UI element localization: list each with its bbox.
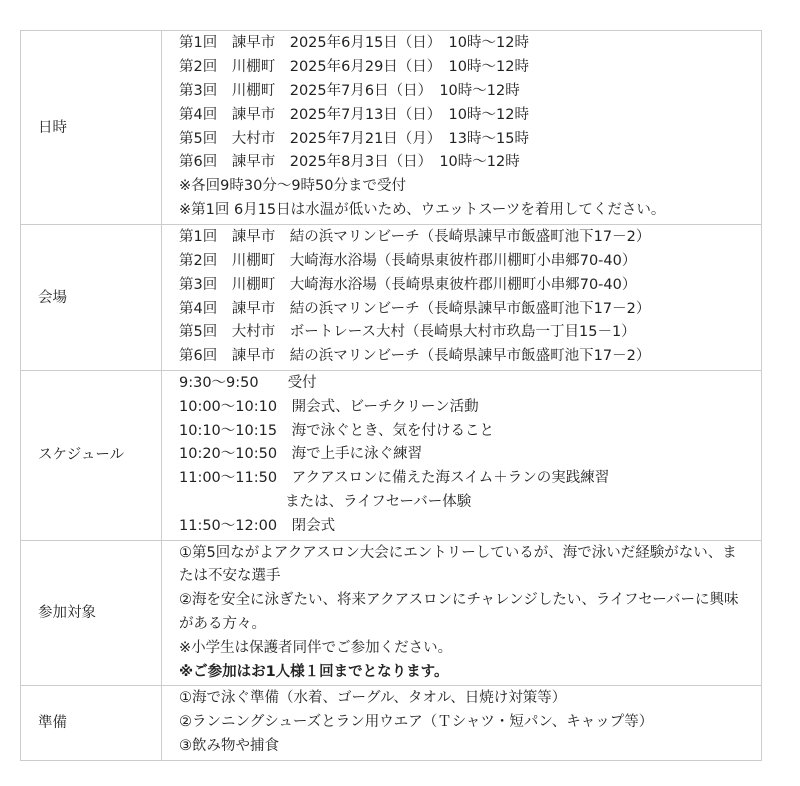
schedule-line: または、ライフセーバー体験	[179, 493, 472, 510]
event-info-table	[20, 30, 762, 761]
date-line: 第5回 大村市 2025年7月21日（月） 13時～15時	[179, 130, 529, 147]
row-prep	[21, 686, 762, 760]
venue-line: 第4回 諫早市 結の浜マリンビーチ（長崎県諫早市飯盛町池下17－2）	[179, 300, 651, 317]
date-line: 第3回 川棚町 2025年7月6日（日） 10時～12時	[179, 82, 520, 99]
content-cell-prep	[162, 686, 762, 760]
label-prep: 準備	[38, 715, 67, 732]
label-venue: 会場	[38, 289, 67, 306]
label-cell-target	[21, 540, 162, 686]
label-cell-venue	[21, 225, 162, 371]
content-cell-target	[162, 540, 762, 686]
content-cell-date	[162, 31, 762, 225]
row-date	[21, 31, 762, 225]
prep-line: ③飲み物や捕食	[179, 737, 279, 754]
date-line: 第6回 諫早市 2025年8月3日（日） 10時～12時	[179, 154, 520, 171]
date-line: 第1回 諫早市 2025年6月15日（日） 10時～12時	[179, 35, 529, 52]
date-line: 第2回 川棚町 2025年6月29日（日） 10時～12時	[179, 59, 529, 76]
venue-line: 第2回 川棚町 大崎海水浴場（長崎県東彼杵郡川棚町小串郷70-40）	[179, 252, 637, 269]
schedule-line: 11:50～12:00 閉会式	[179, 517, 336, 534]
schedule-line: 10:00～10:10 開会式、ビーチクリーン活動	[179, 398, 479, 415]
row-target	[21, 540, 762, 686]
content-cell-schedule	[162, 371, 762, 541]
row-venue	[21, 225, 762, 371]
venue-line: 第1回 諫早市 結の浜マリンビーチ（長崎県諫早市飯盛町池下17－2）	[179, 229, 651, 246]
label-target: 参加対象	[38, 604, 96, 621]
date-line: 第4回 諫早市 2025年7月13日（日） 10時～12時	[179, 106, 529, 123]
label-cell-prep	[21, 686, 162, 760]
target-line: ②海を安全に泳ぎたい、将来アクアスロンにチャレンジしたい、ライフセーバーに興味がある方々。	[179, 592, 739, 632]
label-schedule: スケジュール	[38, 447, 125, 464]
label-cell-schedule	[21, 371, 162, 541]
label-date: 日時	[38, 119, 67, 136]
row-schedule	[21, 371, 762, 541]
prep-line: ①海で泳ぐ準備（水着、ゴーグル、タオル、日焼け対策等）	[179, 690, 567, 707]
venue-line: 第3回 川棚町 大崎海水浴場（長崎県東彼杵郡川棚町小串郷70-40）	[179, 276, 637, 293]
target-note: ※小学生は保護者同伴でご参加ください。	[179, 639, 453, 656]
label-cell-date	[21, 31, 162, 225]
prep-line: ②ランニングシューズとラン用ウエア（Ｔシャツ・短パン、キャップ等）	[179, 714, 654, 731]
venue-line: 第5回 大村市 ボートレース大村（長崎県大村市玖島一丁目15－1）	[179, 324, 636, 341]
content-cell-venue	[162, 225, 762, 371]
venue-line: 第6回 諫早市 結の浜マリンビーチ（長崎県諫早市飯盛町池下17－2）	[179, 348, 651, 365]
schedule-line: 10:10～10:15 海で泳ぐとき、気を付けること	[179, 422, 494, 439]
date-note: ※第1回 6月15日は水温が低いため、ウエットスーツを着用してください。	[179, 201, 666, 218]
schedule-line: 10:20～10:50 海で上手に泳ぐ練習	[179, 446, 423, 463]
date-note: ※各回9時30分～9時50分まで受付	[179, 178, 407, 195]
schedule-line: 9:30～9:50 受付	[179, 375, 317, 391]
schedule-line: 11:00～11:50 アクアスロンに備えた海スイム＋ランの実践練習	[179, 470, 610, 487]
target-limit-note: ※ご参加はお1人様１回までとなります。	[179, 663, 449, 680]
target-line: ①第5回ながよアクアスロン大会にエントリーしているが、海で泳いだ経験がない、または不安な選手	[179, 544, 737, 585]
